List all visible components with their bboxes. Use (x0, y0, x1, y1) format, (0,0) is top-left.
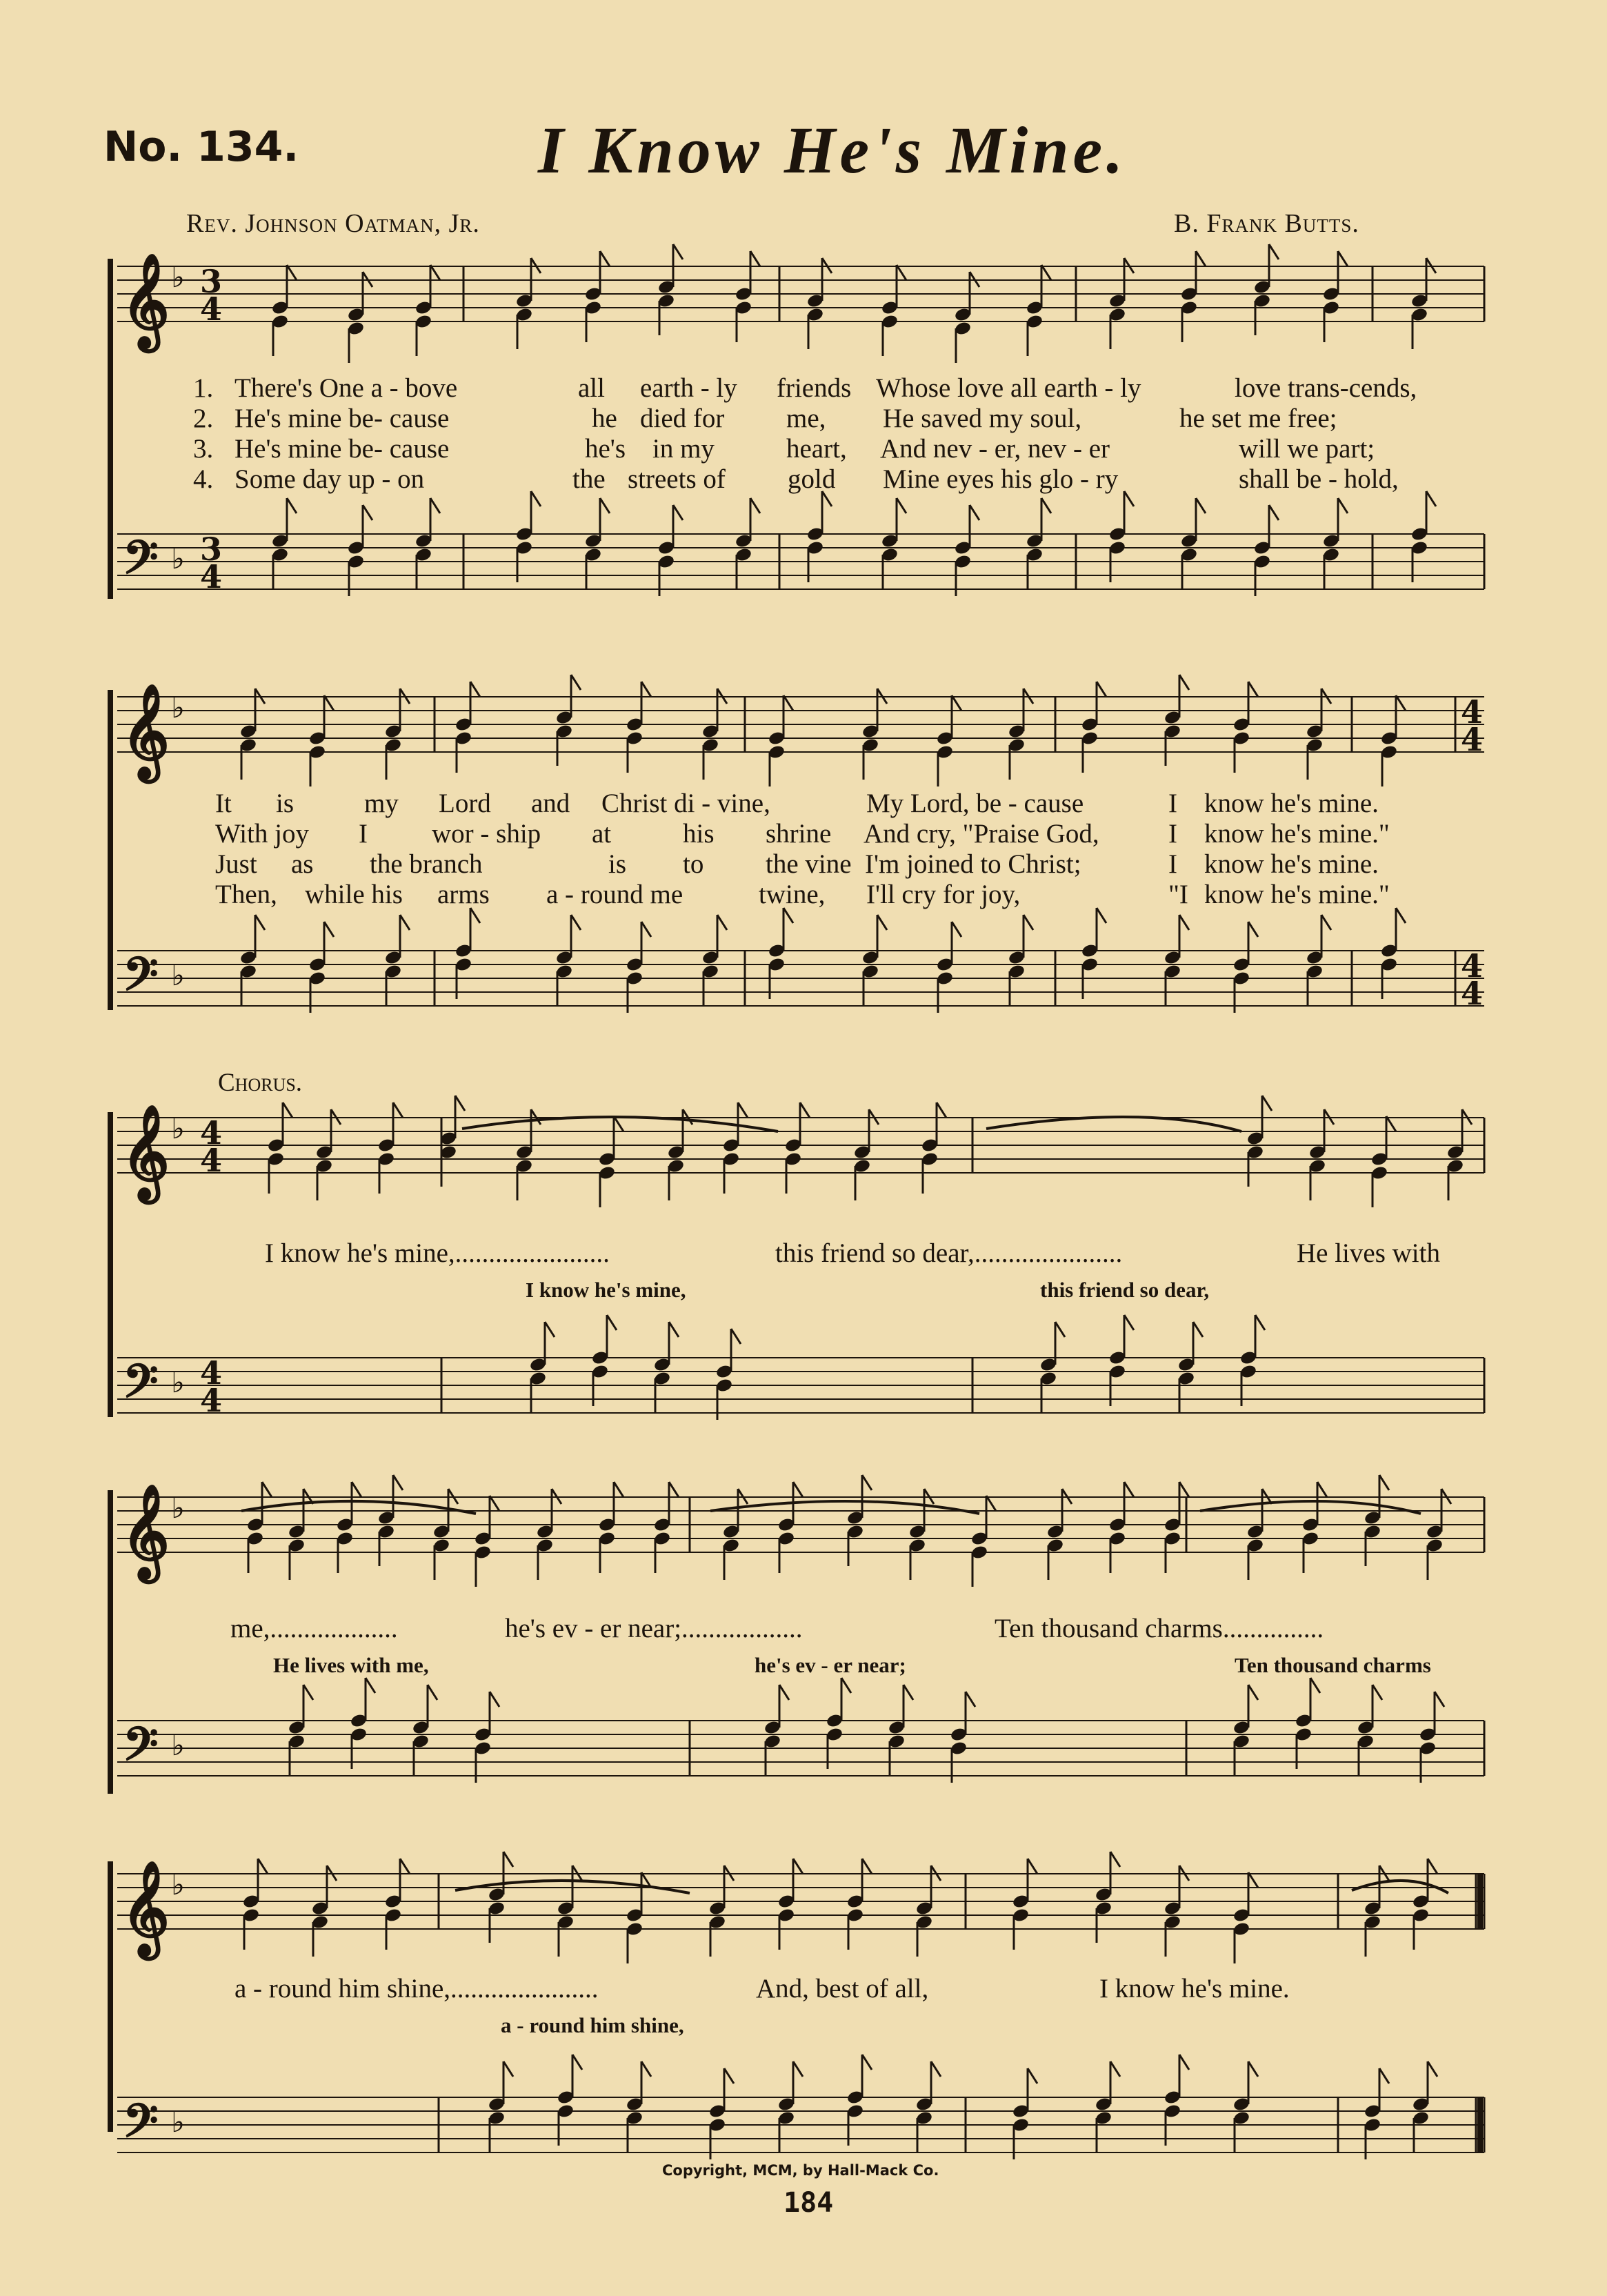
flat-sign-icon: ♭ (171, 2105, 185, 2139)
flat-sign-icon: ♭ (171, 1728, 185, 1762)
shape-note-flag (1055, 1322, 1065, 1337)
shape-note-flag (1373, 1685, 1382, 1700)
bass-clef-icon: 𝄢 (123, 947, 159, 1012)
lyric: me, (786, 404, 826, 433)
shape-note-flag (1255, 1315, 1265, 1330)
lyric: Mine eyes his glo - ry (883, 464, 1119, 494)
hymn-number: No. 134. (103, 123, 299, 171)
shape-note-flag (1317, 1482, 1327, 1497)
lyric: his (683, 819, 715, 849)
tie-curve (1200, 1501, 1421, 1514)
shape-note-flag (1379, 2068, 1389, 2084)
echo-lyric: he's ev - er near; (755, 1653, 906, 1677)
echo-lyric: this friend so dear, (1040, 1278, 1210, 1302)
lyric: Christ di - vine, (601, 789, 770, 818)
echo-lyric: a - round him shine, (501, 2013, 684, 2037)
lyric: will we part; (1239, 434, 1375, 464)
shape-note-flag (1028, 1859, 1037, 1874)
time-signature-top: 4 (1461, 947, 1484, 984)
shape-note-flag (793, 1482, 803, 1497)
shape-note-flag (1435, 1692, 1444, 1707)
time-signature-top: 3 (200, 531, 223, 568)
lyric: me,................... (230, 1614, 398, 1643)
shape-note-flag (904, 1685, 913, 1700)
shape-note-flag (986, 1496, 996, 1511)
flat-sign-icon: ♭ (171, 1868, 185, 1901)
author-credit: Rev. Johnson Oatman, Jr. (186, 209, 480, 238)
shape-note-flag (400, 1859, 410, 1874)
treble-clef-icon: 𝄞 (121, 1859, 170, 1955)
lyric: He saved my soul, (883, 404, 1082, 433)
lyric: I'm joined to Christ; (865, 849, 1081, 879)
time-signature-top: 3 (200, 263, 223, 300)
tie-curve (710, 1501, 979, 1514)
shape-note-flag (490, 1692, 499, 1707)
lyric: this friend so dear,...................... (775, 1238, 1123, 1268)
bass-clef-icon: 𝄢 (123, 1717, 159, 1782)
lyric: He's mine be- cause (234, 404, 450, 433)
shape-note-flag (841, 1678, 851, 1693)
lyric: the branch (370, 849, 483, 879)
lyric: in my (652, 434, 715, 464)
shape-note-flag (1248, 2061, 1258, 2077)
shape-note-flag (641, 2061, 651, 2077)
shape-note-flag (724, 2068, 734, 2084)
lyric: There's One a - bove (234, 373, 458, 403)
echo-lyric: Ten thousand charms (1235, 1653, 1431, 1677)
lyric: It (215, 789, 232, 818)
tie-curve (1352, 1881, 1448, 1893)
lyric: streets of (628, 464, 726, 494)
lyric: twine, (759, 880, 826, 909)
lyric: heart, (786, 434, 847, 464)
shape-note-flag (262, 1482, 272, 1497)
shape-note-flag (393, 1475, 403, 1490)
lyric: I (1168, 849, 1177, 879)
lyric: at (592, 819, 612, 849)
lyric: Then, (215, 880, 277, 909)
lyric: he's (585, 434, 626, 464)
shape-note-flag (931, 2061, 941, 2077)
shape-note-flag (669, 1482, 679, 1497)
bass-clef-icon: 𝄢 (123, 1354, 159, 1419)
shape-note-flag (669, 1322, 679, 1337)
flat-sign-icon: ♭ (171, 542, 185, 575)
page-number: 184 (783, 2187, 834, 2219)
shape-note-flag (1179, 2055, 1189, 2070)
shape-note-flag (1379, 1475, 1389, 1490)
lyric: the (572, 464, 606, 494)
lyric: while his (305, 880, 403, 909)
shape-note-flag (793, 1859, 803, 1874)
treble-clef-icon: 𝄞 (121, 1483, 170, 1578)
time-signature-bottom: 4 (1461, 721, 1484, 758)
treble-clef-icon: 𝄞 (121, 682, 170, 778)
lyric: Lord (439, 789, 491, 818)
shape-note-flag (366, 1678, 375, 1693)
time-signature-bottom: 4 (200, 558, 223, 595)
lyric: Ten thousand charms............... (995, 1614, 1324, 1643)
shape-note-flag (1110, 1852, 1120, 1867)
lyric: know he's mine. (1204, 849, 1379, 879)
shape-note-flag (862, 1859, 872, 1874)
shape-note-flag (545, 1322, 555, 1337)
lyric: I know he's mine. (1099, 1974, 1290, 2003)
lyric: is (276, 789, 295, 818)
shape-note-flag (490, 1496, 499, 1511)
lyric: and (531, 789, 570, 818)
time-signature-bottom: 4 (1461, 975, 1484, 1012)
flat-sign-icon: ♭ (171, 1111, 185, 1145)
shape-note-flag (1310, 1678, 1320, 1693)
lyric: shall be - hold, (1239, 464, 1399, 494)
lyric: a - round him shine,...................... (234, 1974, 599, 2003)
shape-note-flag (607, 1315, 617, 1330)
lyric: I'll cry for joy, (866, 880, 1021, 909)
tie-curve (241, 1501, 476, 1514)
shape-note-flag (1248, 1685, 1258, 1700)
hymn-title: I Know He's Mine. (538, 113, 1128, 187)
echo-lyric: He lives with me, (273, 1653, 429, 1677)
lyric: know he's mine." (1204, 819, 1390, 849)
treble-clef-icon: 𝄞 (121, 1103, 170, 1199)
shape-note-flag (1248, 1872, 1258, 1888)
chorus-label: Chorus. (218, 1069, 303, 1097)
lyric: I (359, 819, 368, 849)
lyric: Whose love all earth - ly (876, 373, 1141, 403)
lyric: to (683, 849, 704, 879)
shape-note-flag (352, 1482, 361, 1497)
shape-note-flag (1428, 1859, 1437, 1874)
shape-note-flag (862, 1475, 872, 1490)
lyric: a - round me (546, 880, 683, 909)
time-signature-top: 4 (200, 1354, 223, 1392)
lyric: And, best of all, (756, 1974, 929, 2003)
time-signature-bottom: 4 (200, 1142, 223, 1179)
shape-note-flag (258, 1859, 268, 1874)
verse-3-num: 3. (193, 434, 214, 464)
shape-note-flag (966, 1692, 975, 1707)
lyric: arms (437, 880, 490, 909)
lyric: "I (1168, 880, 1188, 909)
shape-note-flag (731, 1329, 741, 1344)
lyric: And cry, "Praise God, (864, 819, 1099, 849)
lyric: I know he's mine,....................... (265, 1238, 610, 1268)
shape-note-flag (428, 1685, 437, 1700)
lyric: earth - ly (640, 373, 737, 403)
shape-note-flag (503, 1852, 513, 1867)
flat-sign-icon: ♭ (171, 260, 185, 294)
lyric: With joy (215, 819, 310, 849)
lyric: died for (640, 404, 725, 433)
lyric: he set me free; (1179, 404, 1337, 433)
flat-sign-icon: ♭ (171, 1365, 185, 1399)
lyric: shrine (766, 819, 832, 849)
shape-note-flag (1110, 2061, 1120, 2077)
lyric: He lives with (1297, 1238, 1440, 1268)
shape-note-flag (1193, 1322, 1203, 1337)
copyright: Copyright, MCM, by Hall-Mack Co. (662, 2162, 939, 2179)
lyric: is (608, 849, 627, 879)
treble-clef-icon: 𝄞 (121, 252, 170, 348)
shape-note-flag (862, 2055, 872, 2070)
flat-sign-icon: ♭ (171, 1491, 185, 1525)
composer-credit: B. Frank Butts. (1174, 209, 1359, 238)
lyric: Some day up - on (234, 464, 425, 494)
lyric: wor - ship (432, 819, 541, 849)
lyric: my (364, 789, 399, 818)
lyric: as (291, 849, 314, 879)
time-signature-bottom: 4 (200, 1382, 223, 1419)
lyric: he (592, 404, 617, 433)
echo-lyric: I know he's mine, (526, 1278, 686, 1302)
lyric: Just (215, 849, 257, 879)
lyric: My Lord, be - cause (866, 789, 1084, 818)
shape-note-flag (1028, 2068, 1037, 2084)
lyric: friends (777, 373, 852, 403)
shape-note-flag (1179, 1482, 1189, 1497)
shape-note-flag (779, 1685, 789, 1700)
time-signature-top: 4 (1461, 693, 1484, 731)
bass-clef-icon: 𝄢 (123, 2094, 159, 2159)
lyric: gold (788, 464, 836, 494)
lyric: know he's mine." (1204, 880, 1390, 909)
shape-note-flag (303, 1685, 313, 1700)
lyric: love trans-cends, (1235, 373, 1417, 403)
lyric: know he's mine. (1204, 789, 1379, 818)
shape-note-flag (572, 2055, 582, 2070)
time-signature-bottom: 4 (200, 290, 223, 328)
bass-clef-icon: 𝄢 (123, 531, 159, 595)
shape-note-flag (1124, 1482, 1134, 1497)
verse-2-num: 2. (193, 404, 214, 433)
lyric: the vine (766, 849, 852, 879)
lyric: I (1168, 789, 1177, 818)
lyric: He's mine be- cause (234, 434, 450, 464)
lyric: I (1168, 819, 1177, 849)
verse-4-num: 4. (193, 464, 214, 494)
flat-sign-icon: ♭ (171, 691, 185, 724)
verse-1-num: 1. (193, 373, 214, 403)
time-signature-top: 4 (200, 1114, 223, 1151)
shape-note-flag (793, 2061, 803, 2077)
shape-note-flag (503, 2061, 513, 2077)
shape-note-flag (1124, 1315, 1134, 1330)
flat-sign-icon: ♭ (171, 958, 185, 992)
lyric: And nev - er, nev - er (880, 434, 1110, 464)
shape-note-flag (614, 1482, 623, 1497)
lyric: all (578, 373, 605, 403)
shape-note-flag (1428, 2061, 1437, 2077)
lyric: he's ev - er near;.................. (505, 1614, 803, 1643)
